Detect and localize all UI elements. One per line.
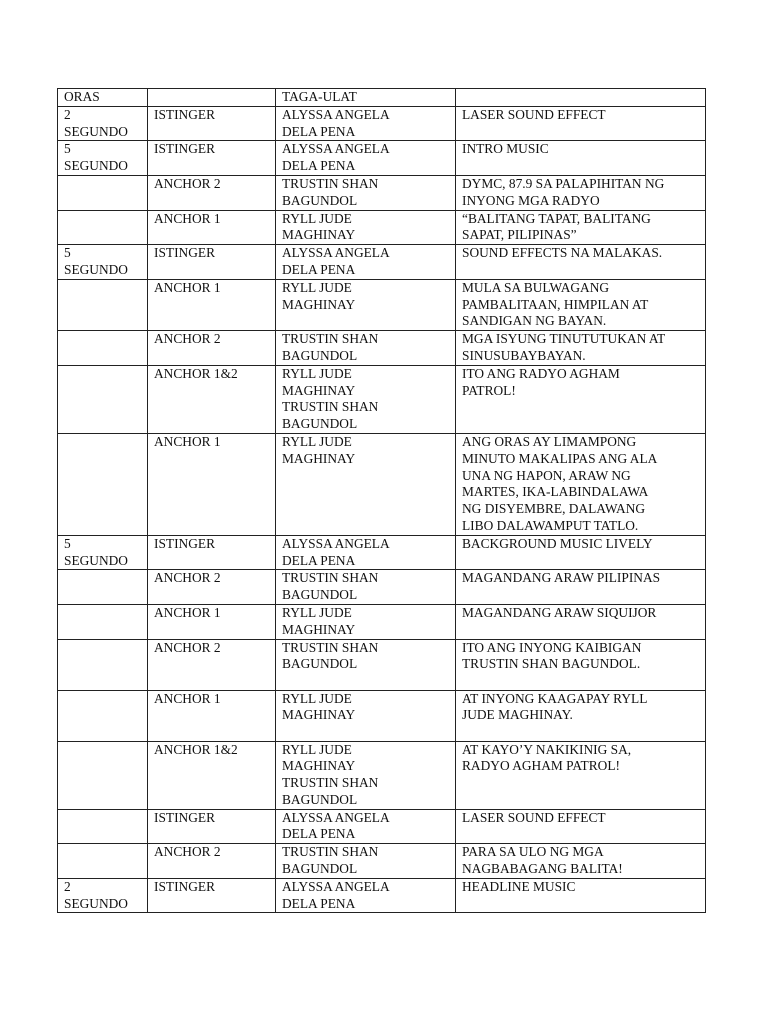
- role-cell: ANCHOR 1&2: [148, 365, 276, 433]
- table-row: [58, 175, 706, 210]
- role-cell: ISTINGER: [148, 535, 276, 570]
- reporter-cell: RYLL JUDE MAGHINAY: [276, 690, 456, 741]
- content-cell: SOUND EFFECTS NA MALAKAS.: [456, 245, 706, 280]
- reporter-cell: TRUSTIN SHAN BAGUNDOL: [276, 331, 456, 366]
- reporter-cell: ALYSSA ANGELA DELA PENA: [276, 809, 456, 844]
- role-cell: ISTINGER: [148, 106, 276, 141]
- table-row: [58, 535, 706, 570]
- table-row: [58, 331, 706, 366]
- oras-cell: 2 SEGUNDO: [58, 106, 148, 141]
- reporter-cell: ALYSSA ANGELA DELA PENA: [276, 141, 456, 176]
- reporter-cell: TRUSTIN SHAN BAGUNDOL: [276, 570, 456, 605]
- reporter-cell: RYLL JUDE MAGHINAY: [276, 604, 456, 639]
- table-row: [58, 433, 706, 535]
- content-cell: ITO ANG INYONG KAIBIGAN TRUSTIN SHAN BAGUNDOL.: [456, 639, 706, 690]
- role-cell: ANCHOR 2: [148, 175, 276, 210]
- oras-cell: [58, 809, 148, 844]
- table-row: [58, 106, 706, 141]
- oras-cell: [58, 175, 148, 210]
- role-cell: ANCHOR 1: [148, 210, 276, 245]
- table-row: [58, 604, 706, 639]
- role-cell: ANCHOR 2: [148, 639, 276, 690]
- table-row: [58, 210, 706, 245]
- header-row: [58, 89, 706, 107]
- role-cell: ANCHOR 2: [148, 844, 276, 879]
- content-cell: AT KAYO’Y NAKIKINIG SA, RADYO AGHAM PATROL!: [456, 741, 706, 809]
- oras-cell: [58, 844, 148, 879]
- table-row: [58, 690, 706, 741]
- oras-cell: [58, 604, 148, 639]
- role-cell: ISTINGER: [148, 809, 276, 844]
- content-cell: ITO ANG RADYO AGHAM PATROL!: [456, 365, 706, 433]
- oras-cell: [58, 639, 148, 690]
- table-row: [58, 809, 706, 844]
- oras-cell: 2 SEGUNDO: [58, 878, 148, 913]
- table-row: [58, 245, 706, 280]
- oras-cell: 5 SEGUNDO: [58, 141, 148, 176]
- oras-cell: [58, 690, 148, 741]
- script-table-body: [58, 89, 706, 913]
- table-row: [58, 365, 706, 433]
- role-cell: ISTINGER: [148, 141, 276, 176]
- role-cell: ANCHOR 2: [148, 570, 276, 605]
- content-cell: DYMC, 87.9 SA PALAPIHITAN NG INYONG MGA RADYO: [456, 175, 706, 210]
- role-cell: ANCHOR 1&2: [148, 741, 276, 809]
- content-cell: PARA SA ULO NG MGA NAGBABAGANG BALITA!: [456, 844, 706, 879]
- content-cell: “BALITANG TAPAT, BALITANG SAPAT, PILIPINAS”: [456, 210, 706, 245]
- oras-cell: [58, 331, 148, 366]
- content-cell: MAGANDANG ARAW SIQUIJOR: [456, 604, 706, 639]
- table-row: [58, 844, 706, 879]
- table-row: [58, 639, 706, 690]
- reporter-cell: TRUSTIN SHAN BAGUNDOL: [276, 175, 456, 210]
- reporter-cell: ALYSSA ANGELA DELA PENA: [276, 535, 456, 570]
- content-cell: MULA SA BULWAGANG PAMBALITAAN, HIMPILAN AT SANDIGAN NG BAYAN.: [456, 279, 706, 330]
- content-cell: ANG ORAS AY LIMAMPONG MINUTO MAKALIPAS ANG ALA UNA NG HAPON, ARAW NG MARTES, IKA-LABINDALAWA NG DISYEMBRE, DALAWANG LIBO DALAWAMPUT TATLO.: [456, 433, 706, 535]
- reporter-cell: TRUSTIN SHAN BAGUNDOL: [276, 844, 456, 879]
- content-cell: AT INYONG KAAGAPAY RYLL JUDE MAGHINAY.: [456, 690, 706, 741]
- role-cell: [148, 89, 276, 107]
- table-row: [58, 279, 706, 330]
- role-cell: ANCHOR 1: [148, 690, 276, 741]
- oras-cell: [58, 570, 148, 605]
- oras-cell: [58, 741, 148, 809]
- content-cell: MAGANDANG ARAW PILIPINAS: [456, 570, 706, 605]
- oras-cell: 5 SEGUNDO: [58, 535, 148, 570]
- reporter-cell: ALYSSA ANGELA DELA PENA: [276, 245, 456, 280]
- role-cell: ISTINGER: [148, 245, 276, 280]
- content-cell: LASER SOUND EFFECT: [456, 809, 706, 844]
- table-row: [58, 570, 706, 605]
- table-row: [58, 878, 706, 913]
- reporter-cell: RYLL JUDE MAGHINAY TRUSTIN SHAN BAGUNDOL: [276, 365, 456, 433]
- oras-cell: [58, 210, 148, 245]
- oras-cell: ORAS: [58, 89, 148, 107]
- reporter-cell: RYLL JUDE MAGHINAY: [276, 210, 456, 245]
- content-cell: MGA ISYUNG TINUTUTUKAN AT SINUSUBAYBAYAN.: [456, 331, 706, 366]
- role-cell: ANCHOR 1: [148, 279, 276, 330]
- oras-cell: [58, 433, 148, 535]
- reporter-cell: TAGA-ULAT: [276, 89, 456, 107]
- content-cell: INTRO MUSIC: [456, 141, 706, 176]
- reporter-cell: TRUSTIN SHAN BAGUNDOL: [276, 639, 456, 690]
- role-cell: ANCHOR 1: [148, 604, 276, 639]
- reporter-cell: ALYSSA ANGELA DELA PENA: [276, 106, 456, 141]
- content-cell: [456, 89, 706, 107]
- radio-script-table: [57, 88, 706, 913]
- content-cell: BACKGROUND MUSIC LIVELY: [456, 535, 706, 570]
- oras-cell: 5 SEGUNDO: [58, 245, 148, 280]
- reporter-cell: RYLL JUDE MAGHINAY: [276, 279, 456, 330]
- table-row: [58, 141, 706, 176]
- reporter-cell: RYLL JUDE MAGHINAY: [276, 433, 456, 535]
- reporter-cell: ALYSSA ANGELA DELA PENA: [276, 878, 456, 913]
- reporter-cell: RYLL JUDE MAGHINAY TRUSTIN SHAN BAGUNDOL: [276, 741, 456, 809]
- role-cell: ISTINGER: [148, 878, 276, 913]
- table-row: [58, 741, 706, 809]
- content-cell: LASER SOUND EFFECT: [456, 106, 706, 141]
- oras-cell: [58, 365, 148, 433]
- radio-script-document: [57, 88, 705, 913]
- role-cell: ANCHOR 2: [148, 331, 276, 366]
- oras-cell: [58, 279, 148, 330]
- content-cell: HEADLINE MUSIC: [456, 878, 706, 913]
- role-cell: ANCHOR 1: [148, 433, 276, 535]
